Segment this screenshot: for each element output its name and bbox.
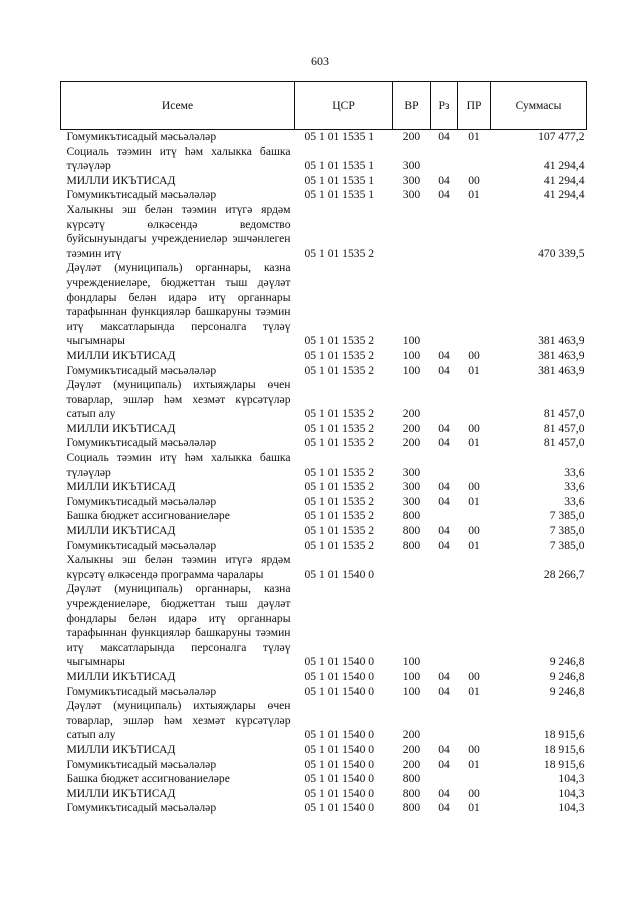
row-sum: 81 457,0: [543, 407, 585, 421]
row-sum: 470 339,5: [538, 246, 585, 260]
row-name: Гомумикътисадый мәсьәләләр: [66, 363, 217, 377]
row-rz-code: 04: [438, 801, 450, 815]
row-csr-code: 05 1 01 1540 0: [304, 684, 375, 698]
row-name: МИЛЛИ ИКЪТИСАД: [66, 669, 176, 683]
row-name: Гомумикътисадый мәсьәләләр: [66, 494, 217, 508]
table-row: [61, 174, 587, 189]
row-vr-code: 800: [402, 524, 421, 538]
row-sum: 81 457,0: [543, 421, 585, 435]
row-csr-code: 05 1 01 1540 0: [304, 655, 375, 669]
row-name: Гомумикътисадый мәсьәләләр: [66, 538, 217, 552]
row-sum: 81 457,0: [543, 436, 585, 450]
row-rz-code: 04: [438, 436, 450, 450]
row-csr-code: 05 1 01 1540 0: [304, 567, 375, 581]
row-vr-code: 100: [402, 334, 421, 348]
row-sum: 9 246,8: [549, 684, 585, 698]
table-row: [61, 509, 587, 524]
row-name: Дәүләт (муниципаль) ихтыяҗлары өчен товарлар, эшләр һәм хезмәт күрсәтүләр сатып алу: [66, 378, 291, 421]
row-pr-code: 00: [468, 786, 480, 800]
row-name: Гомумикътисадый мәсьәләләр: [66, 757, 217, 771]
row-rz-code: [431, 699, 458, 743]
row-name: Гомумикътисадый мәсьәләләр: [66, 436, 217, 450]
table-row: [61, 787, 587, 802]
table-row: [61, 436, 587, 451]
table-row: [61, 451, 587, 480]
row-name: МИЛЛИ ИКЪТИСАД: [66, 480, 176, 494]
row-csr-code: 05 1 01 1535 2: [304, 246, 375, 260]
row-csr-code: 05 1 01 1535 2: [304, 436, 375, 450]
row-vr-code: 100: [402, 348, 421, 362]
row-rz-code: 04: [438, 742, 450, 756]
row-vr-code: 300: [402, 465, 421, 479]
row-sum: 7 385,0: [549, 524, 585, 538]
row-pr-code: 01: [468, 538, 480, 552]
row-name: Башка бюджет ассигнованиеләре: [66, 772, 230, 786]
header-sum: Суммасы: [491, 82, 587, 130]
row-name: Дәүләт (муниципаль) ихтыяҗлары өчен товарлар, эшләр һәм хезмәт күрсәтүләр сатып алу: [66, 699, 291, 742]
row-sum: 7 385,0: [549, 538, 585, 552]
row-csr-code: 05 1 01 1540 0: [304, 757, 375, 771]
row-csr-code: 05 1 01 1535 2: [304, 509, 375, 523]
row-rz-code: 04: [438, 173, 450, 187]
row-rz-code: 04: [438, 757, 450, 771]
row-pr-code: 00: [468, 742, 480, 756]
row-pr-code: 00: [468, 421, 480, 435]
row-vr-code: 200: [402, 757, 421, 771]
row-pr-code: 01: [468, 684, 480, 698]
row-sum: 381 463,9: [538, 334, 585, 348]
table-header: [61, 82, 587, 130]
row-sum: 381 463,9: [538, 348, 585, 362]
row-pr-code: 01: [468, 188, 480, 202]
table-body: [61, 130, 587, 816]
row-pr-code: 01: [468, 494, 480, 508]
row-sum: 104,3: [558, 801, 585, 815]
row-pr-code: [458, 509, 491, 524]
row-sum: 104,3: [558, 772, 585, 786]
row-vr-code: 800: [402, 509, 421, 523]
row-pr-code: [458, 699, 491, 743]
row-pr-code: [458, 261, 491, 349]
row-vr-code: [393, 203, 431, 261]
table-row: [61, 743, 587, 758]
row-csr-code: 05 1 01 1535 1: [304, 188, 375, 202]
table-row: [61, 188, 587, 203]
row-name: Гомумикътисадый мәсьәләләр: [66, 801, 217, 815]
row-rz-code: 04: [438, 669, 450, 683]
row-sum: 9 246,8: [549, 669, 585, 683]
row-rz-code: [431, 582, 458, 670]
row-rz-code: [431, 509, 458, 524]
row-vr-code: 200: [402, 436, 421, 450]
header-rz: Рз: [431, 82, 458, 130]
row-pr-code: 00: [468, 173, 480, 187]
row-name: МИЛЛИ ИКЪТИСАД: [66, 524, 176, 538]
row-rz-code: 04: [438, 684, 450, 698]
table-row: [61, 145, 587, 174]
row-name: Халыкны эш белән тәэмин итүгә ярдәм күрсәтү өлкәсендә ведомство буйсынуындагы учреждениеләр эшчәнлеген тәэмин итү: [66, 202, 291, 260]
row-rz-code: 04: [438, 363, 450, 377]
budget-table: [60, 81, 587, 816]
row-csr-code: 05 1 01 1535 2: [304, 334, 375, 348]
row-name: Гомумикътисадый мәсьәләләр: [66, 130, 217, 143]
row-name: МИЛЛИ ИКЪТИСАД: [66, 173, 176, 187]
row-pr-code: [458, 203, 491, 261]
row-sum: 41 294,4: [543, 173, 585, 187]
row-pr-code: 01: [468, 363, 480, 377]
table-row: [61, 364, 587, 379]
row-vr-code: 200: [402, 728, 421, 742]
row-sum: 18 915,6: [543, 728, 585, 742]
table-row: [61, 582, 587, 670]
table-row: [61, 495, 587, 510]
row-sum: 7 385,0: [549, 509, 585, 523]
row-csr-code: 05 1 01 1535 2: [304, 348, 375, 362]
row-vr-code: [393, 553, 431, 582]
row-pr-code: 01: [468, 757, 480, 771]
row-csr-code: 05 1 01 1535 1: [304, 130, 375, 143]
table-row: [61, 670, 587, 685]
row-pr-code: 01: [468, 436, 480, 450]
table-row: [61, 378, 587, 422]
row-rz-code: 04: [438, 494, 450, 508]
row-name: Дәүләт (муниципаль) органнары, казна учреждениеләре, бюджеттан тыш дәүләт фондлары белән идарә итү органнары тарафыннан функцияләр башкаруны тәэмин итү максатларында персоналга түләү чыгымнары: [66, 261, 291, 348]
page-number: 603: [311, 54, 329, 68]
header-name: Исеме: [61, 82, 295, 130]
row-vr-code: 800: [402, 801, 421, 815]
row-csr-code: 05 1 01 1540 0: [304, 786, 375, 800]
row-pr-code: 00: [468, 524, 480, 538]
table-row: [61, 203, 587, 261]
row-vr-code: 800: [402, 786, 421, 800]
table-row: [61, 524, 587, 539]
table-row: [61, 758, 587, 773]
row-name: Дәүләт (муниципаль) органнары, казна учреждениеләре, бюджеттан тыш дәүләт фондлары белән идарә итү органнары тарафыннан функцияләр башкаруны тәэмин итү максатларында персоналга түләү чыгымнары: [66, 582, 291, 669]
row-vr-code: 800: [402, 538, 421, 552]
row-vr-code: 100: [402, 655, 421, 669]
row-sum: 18 915,6: [543, 757, 585, 771]
row-rz-code: [431, 772, 458, 787]
row-rz-code: 04: [438, 538, 450, 552]
table-row: [61, 422, 587, 437]
table-row: [61, 553, 587, 582]
row-csr-code: 05 1 01 1540 0: [304, 728, 375, 742]
header-vr: ВР: [393, 82, 431, 130]
row-sum: 28 266,7: [543, 567, 585, 581]
row-rz-code: 04: [438, 188, 450, 202]
row-csr-code: 05 1 01 1535 2: [304, 407, 375, 421]
row-vr-code: 200: [402, 130, 421, 143]
row-sum: 18 915,6: [543, 742, 585, 756]
row-pr-code: [458, 378, 491, 422]
row-pr-code: [458, 772, 491, 787]
row-pr-code: 00: [468, 348, 480, 362]
row-pr-code: [458, 145, 491, 174]
table-row: [61, 261, 587, 349]
row-pr-code: 01: [468, 130, 480, 143]
row-csr-code: 05 1 01 1540 0: [304, 669, 375, 683]
row-vr-code: 800: [402, 772, 421, 786]
row-name: МИЛЛИ ИКЪТИСАД: [66, 742, 176, 756]
row-sum: 107 477,2: [538, 130, 585, 143]
row-rz-code: [431, 553, 458, 582]
row-pr-code: [458, 553, 491, 582]
row-sum: 41 294,4: [543, 159, 585, 173]
row-vr-code: 200: [402, 742, 421, 756]
row-vr-code: 300: [402, 159, 421, 173]
row-sum: 41 294,4: [543, 188, 585, 202]
row-sum: 33,6: [564, 465, 585, 479]
row-rz-code: [431, 451, 458, 480]
row-vr-code: 300: [402, 188, 421, 202]
row-rz-code: 04: [438, 348, 450, 362]
row-rz-code: [431, 145, 458, 174]
row-pr-code: 00: [468, 480, 480, 494]
row-rz-code: 04: [438, 480, 450, 494]
row-csr-code: 05 1 01 1535 1: [304, 173, 375, 187]
row-vr-code: 100: [402, 684, 421, 698]
row-csr-code: 05 1 01 1535 1: [304, 159, 375, 173]
row-name: Социаль тәэмин итү һәм халыкка башка түләүләр: [66, 451, 291, 479]
table-row: [61, 349, 587, 364]
row-name: Гомумикътисадый мәсьәләләр: [66, 684, 217, 698]
row-csr-code: 05 1 01 1535 2: [304, 480, 375, 494]
row-rz-code: [431, 203, 458, 261]
row-rz-code: 04: [438, 421, 450, 435]
table-row: [61, 480, 587, 495]
row-vr-code: 100: [402, 669, 421, 683]
row-sum: 33,6: [564, 480, 585, 494]
row-name: МИЛЛИ ИКЪТИСАД: [66, 421, 176, 435]
row-csr-code: 05 1 01 1535 2: [304, 465, 375, 479]
row-csr-code: 05 1 01 1535 2: [304, 494, 375, 508]
row-pr-code: 00: [468, 669, 480, 683]
row-vr-code: 300: [402, 480, 421, 494]
row-pr-code: [458, 451, 491, 480]
row-csr-code: 05 1 01 1540 0: [304, 742, 375, 756]
row-vr-code: 300: [402, 494, 421, 508]
row-rz-code: 04: [438, 130, 450, 143]
row-csr-code: 05 1 01 1540 0: [304, 801, 375, 815]
row-rz-code: 04: [438, 786, 450, 800]
row-vr-code: 200: [402, 421, 421, 435]
row-csr-code: 05 1 01 1540 0: [304, 772, 375, 786]
row-sum: 9 246,8: [549, 655, 585, 669]
row-vr-code: 300: [402, 173, 421, 187]
table-row: [61, 130, 587, 145]
row-sum: 33,6: [564, 494, 585, 508]
header-pr: ПР: [458, 82, 491, 130]
row-sum: 381 463,9: [538, 363, 585, 377]
row-name: Халыкны эш белән тәэмин итүгә ярдәм күрсәтү өлкәсендә программа чаралары: [66, 553, 291, 581]
row-name: Башка бюджет ассигнованиеләре: [66, 509, 230, 523]
row-rz-code: [431, 378, 458, 422]
row-name: МИЛЛИ ИКЪТИСАД: [66, 786, 176, 800]
table-row: [61, 801, 587, 816]
row-csr-code: 05 1 01 1535 2: [304, 524, 375, 538]
row-name: Социаль тәэмин итү һәм халыкка башка түләүләр: [66, 144, 291, 173]
row-rz-code: 04: [438, 524, 450, 538]
row-csr-code: 05 1 01 1535 2: [304, 421, 375, 435]
row-csr-code: 05 1 01 1535 2: [304, 363, 375, 377]
row-name: МИЛЛИ ИКЪТИСАД: [66, 348, 176, 362]
table-row: [61, 699, 587, 743]
row-pr-code: 01: [468, 801, 480, 815]
table-row: [61, 772, 587, 787]
row-name: Гомумикътисадый мәсьәләләр: [66, 188, 217, 202]
row-pr-code: [458, 582, 491, 670]
header-csr: ЦСР: [295, 82, 393, 130]
row-vr-code: 100: [402, 363, 421, 377]
table-row: [61, 685, 587, 700]
table-row: [61, 539, 587, 554]
row-sum: 104,3: [558, 786, 585, 800]
row-csr-code: 05 1 01 1535 2: [304, 538, 375, 552]
row-vr-code: 200: [402, 407, 421, 421]
row-rz-code: [431, 261, 458, 349]
